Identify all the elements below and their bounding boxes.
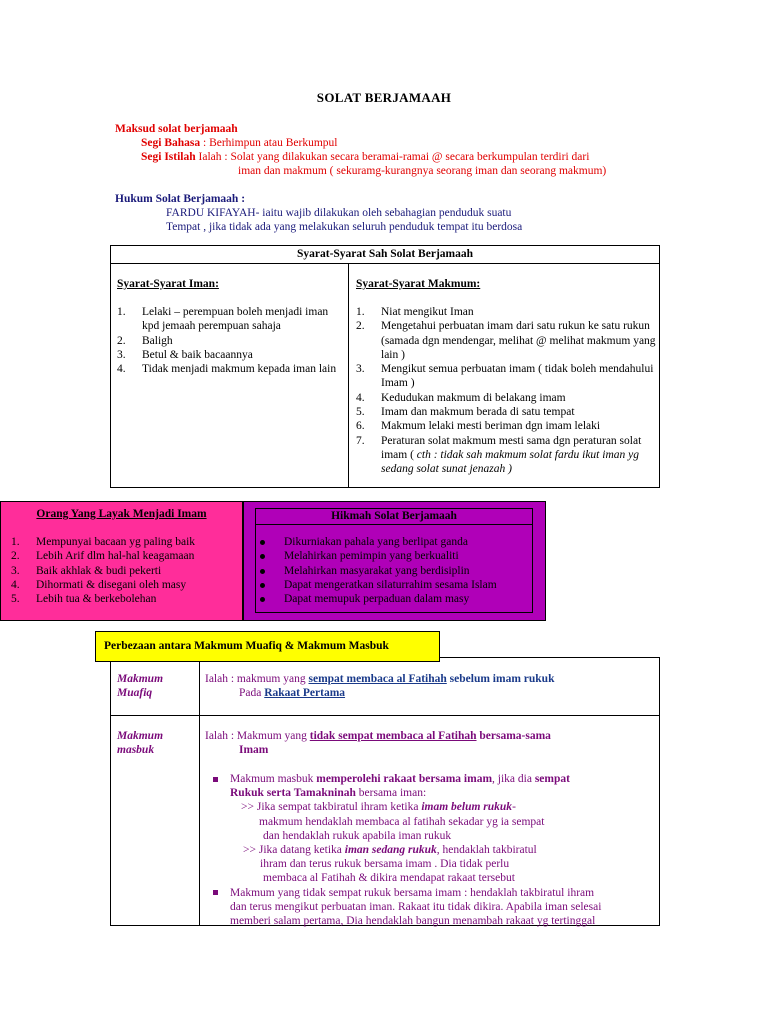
list-item: Dapat mengeratkan silaturrahim sesama Islam [256, 578, 532, 592]
syarat-iman-column [117, 278, 342, 376]
hikmah-heading: Hikmah Solat Berjamaah [256, 509, 532, 525]
masbuk-label: Makmum masbuk [117, 730, 164, 756]
masbuk-details: Makmum masbuk memperolehi rakaat bersama imam, jika dia sempat Rukuk serta Tamakninah bersama iman: >> Jika sempat takbiratul ihram ketika imam belum rukuk- makmum hendaklah membaca al fatihah sekadar yg ia sempat dan hendaklah rukuk apabila iman rukuk >> Jika datang ketika iman sedang rukuk, hendaklah takbiratul ihram dan terus rukuk bersama imam . Dia tidak perlu membaca al Fatihah & dikira mendapat rakaat tersebut Makmum yang tidak sempat rukuk bersama imam : hendaklah takbiratul ihram dan terus mengikut perbuatan iman. Rakaat itu tidak dikira. Apabila iman selesai memberi salam pertama, Dia hendaklah bangun menambah rakaat yg tertinggal [213, 772, 655, 928]
maksud-heading: Maksud solat berjamaah [115, 123, 238, 135]
page-title: SOLAT BERJAMAAH [316, 90, 452, 105]
hukum-heading: Hukum Solat Berjamaah : [115, 193, 246, 205]
syarat-makmum-column [356, 278, 656, 477]
list-item: 7. Peraturan solat makmum mesti sama dgn peraturan solat imam ( cth : tidak sah makmum solat fardu ikut iman yg sedang solat sunat jenazah ) [356, 434, 642, 476]
list-item: 1. Niat mengikut Iman [356, 306, 474, 318]
list-item: 2. Baligh [117, 334, 173, 347]
segi-istilah-text: Ialah : Solat yang dilakukan secara beramai-ramai @ secara berkumpulan terdiri dari [195, 151, 590, 163]
segi-istilah-line [141, 150, 589, 165]
segi-bahasa-line [141, 136, 337, 151]
syarat-makmum-list [356, 305, 656, 477]
list-item: Melahirkan pemimpin yang berkualiti [256, 549, 532, 563]
list-item: Melahirkan masyarakat yang berdisiplin [256, 564, 532, 578]
syarat-iman-list [117, 305, 342, 376]
list-item: 3. Mengikut semua perbuatan imam ( tidak boleh mendahului Imam ) [356, 363, 654, 390]
list-item: 3. Baik akhlak & budi pekerti [11, 564, 162, 577]
masbuk-definition: Ialah : Makmum yang tidak sempat membaca al Fatihah bersama-sama Imam [205, 730, 551, 756]
segi-istilah-label: Segi Istilah [141, 151, 196, 163]
syarat-makmum-heading: Syarat-Syarat Makmum: [356, 278, 481, 290]
list-item: 4. Dihormati & disegani oleh masy [11, 578, 187, 591]
layak-imam-box [0, 501, 243, 621]
list-item: 1. Lelaki – perempuan boleh menjadi iman kpd jemaah perempuan sahaja [117, 306, 329, 333]
perbezaan-table [110, 657, 660, 926]
hikmah-list [256, 535, 532, 606]
list-item: Dapat memupuk perpaduan dalam masy [256, 592, 532, 606]
list-item: 4. Tidak menjadi makmum kepada iman lain [117, 363, 337, 376]
segi-bahasa-label: Segi Bahasa [141, 137, 201, 149]
column-divider [348, 263, 349, 488]
segi-istilah-text-2: iman dan makmum ( sekuramg-kurangnya seorang iman dan seorang makmum) [238, 165, 607, 177]
list-item: 6. Makmum lelaki mesti beriman dgn imam lelaki [356, 420, 601, 433]
row-divider [111, 715, 659, 716]
list-item: 3. Betul & baik bacaannya [117, 348, 253, 361]
list-item: 5. Lebih tua & berkebolehan [11, 593, 157, 606]
segi-bahasa-text: : Berhimpun atau Berkumpul [200, 137, 338, 149]
hukum-line-1: FARDU KIFAYAH- iaitu wajib dilakukan oleh sebahagian penduduk suatu [166, 207, 512, 219]
list-item: 2. Lebih Arif dlm hal-hal keagamaan [11, 550, 195, 563]
syarat-iman-heading: Syarat-Syarat Iman: [117, 278, 219, 290]
muafiq-definition: Ialah : makmum yang sempat membaca al Fatihah sebelum imam rukuk Pada Rakaat Pertama [205, 673, 555, 699]
syarat-table [110, 245, 660, 488]
list-item: 2. Mengetahui perbuatan imam dari satu rukun ke satu rukun (samada dgn mendengar, melihat @ melihat makmum yang lain ) [356, 320, 656, 361]
muafiq-label: Makmum Muafiq [117, 673, 164, 699]
hukum-line-2: Tempat , jika tidak ada yang melakukan seluruh penduduk tempat itu berdosa [166, 221, 523, 233]
list-item: 5. Imam dan makmum berada di satu tempat [356, 406, 575, 419]
layak-imam-list [11, 535, 239, 606]
layak-imam-heading: Orang Yang Layak Menjadi Imam [36, 508, 207, 520]
list-item: 1. Mempunyai bacaan yg paling baik [11, 536, 196, 548]
list-item: 4. Kedudukan makmum di belakang imam [356, 391, 566, 404]
list-item: Dikurniakan pahala yang berlipat ganda [256, 535, 532, 549]
hikmah-inner-frame [255, 508, 533, 613]
syarat-table-header: Syarat-Syarat Sah Solat Berjamaah [111, 246, 659, 264]
hikmah-box [243, 501, 546, 621]
perbezaan-heading: Perbezaan antara Makmum Muafiq & Makmum Masbuk [95, 631, 440, 662]
column-divider [199, 658, 200, 925]
